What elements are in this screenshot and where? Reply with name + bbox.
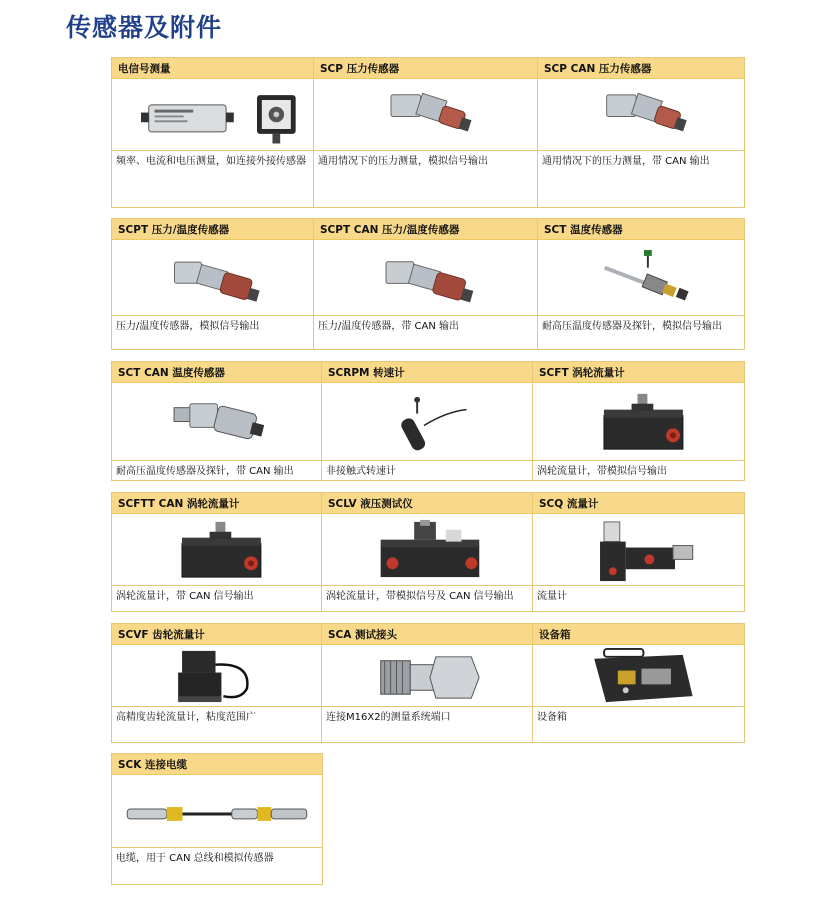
test-coupling-icon: [322, 645, 532, 706]
product-name: SCP CAN 压力传感器: [538, 58, 744, 79]
hydraulic-tester-icon: [322, 514, 532, 585]
pressure-sensor-icon: [314, 79, 537, 150]
product-card: [111, 57, 316, 208]
product-card: [111, 218, 315, 350]
product-image: [112, 79, 315, 151]
product-image: [538, 79, 744, 151]
product-description: 非接触式转速计: [326, 466, 396, 477]
product-image: [314, 240, 537, 316]
product-card: [313, 57, 538, 208]
product-description: 频率、电流和电压测量，如连接外接传感器: [116, 156, 306, 167]
product-card: [532, 361, 745, 481]
product-card: [111, 361, 322, 481]
tachometer-icon: [322, 383, 532, 460]
product-image: [112, 775, 322, 848]
signal-measurement-boxes-icon: [112, 79, 315, 150]
product-image: [112, 240, 314, 316]
product-image: [322, 514, 532, 586]
product-image: [112, 645, 321, 707]
product-description: 流量计: [537, 591, 567, 602]
product-description: 涡轮流量计，带模拟信号输出: [537, 466, 667, 477]
product-card: [111, 623, 322, 743]
product-image: [533, 383, 744, 461]
product-description: 通用情况下的压力测量，模拟信号输出: [318, 156, 488, 167]
product-image: [112, 383, 321, 461]
product-card: [537, 57, 745, 208]
product-image: [533, 514, 744, 586]
product-name: SCFTT CAN 涡轮流量计: [112, 493, 321, 514]
product-card: [321, 623, 533, 743]
equipment-case-icon: [533, 645, 744, 706]
product-name: SCFT 涡轮流量计: [533, 362, 744, 383]
flowmeter-icon: [533, 514, 744, 585]
pressure-sensor-icon: [538, 79, 744, 150]
product-name: SCA 测试接头: [322, 624, 532, 645]
product-name: SCP 压力传感器: [314, 58, 537, 79]
product-card: [321, 492, 533, 612]
page-title: 传感器及附件: [66, 13, 223, 42]
product-name: 电信号测量: [112, 58, 315, 79]
temperature-probe-icon: [538, 240, 744, 315]
temperature-sensor-icon: [112, 383, 321, 460]
product-description: 涡轮流量计，带 CAN 信号输出: [116, 591, 254, 602]
product-name: 设备箱: [533, 624, 744, 645]
product-name: SCRPM 转速计: [322, 362, 532, 383]
product-card: [537, 218, 745, 350]
product-image: [322, 645, 532, 707]
turbine-flowmeter-icon: [112, 514, 321, 585]
product-name: SCLV 液压测试仪: [322, 493, 532, 514]
connection-cable-icon: [112, 775, 322, 847]
product-description: 压力/温度传感器，模拟信号输出: [116, 321, 260, 332]
product-card: [313, 218, 538, 350]
product-card: [111, 753, 323, 885]
product-description: 设备箱: [537, 712, 567, 723]
product-name: SCPT 压力/温度传感器: [112, 219, 314, 240]
product-name: SCT 温度传感器: [538, 219, 744, 240]
product-name: SCVF 齿轮流量计: [112, 624, 321, 645]
product-description: 电缆，用于 CAN 总线和模拟传感器: [116, 853, 274, 864]
product-description: 涡轮流量计，带模拟信号及 CAN 信号输出: [326, 591, 514, 602]
product-name: SCQ 流量计: [533, 493, 744, 514]
gear-flowmeter-icon: [112, 645, 321, 706]
product-image: [533, 645, 744, 707]
product-card: [111, 492, 322, 612]
pressure-temperature-sensor-icon: [314, 240, 537, 315]
product-image: [112, 514, 321, 586]
pressure-temperature-sensor-icon: [112, 240, 314, 315]
product-description: 高精度齿轮流量计，粘度范围广: [116, 712, 256, 723]
product-description: 连接M16X2的测量系统端口: [326, 712, 451, 723]
product-card: [532, 623, 745, 743]
product-card: [532, 492, 745, 612]
product-name: SCT CAN 温度传感器: [112, 362, 321, 383]
product-description: 耐高压温度传感器及探针，模拟信号输出: [542, 321, 722, 332]
product-card: [321, 361, 533, 481]
product-image: [538, 240, 744, 316]
product-name: SCPT CAN 压力/温度传感器: [314, 219, 537, 240]
product-description: 压力/温度传感器，带 CAN 输出: [318, 321, 460, 332]
product-description: 通用情况下的压力测量，带 CAN 输出: [542, 156, 710, 167]
turbine-flowmeter-icon: [533, 383, 744, 460]
product-image: [314, 79, 537, 151]
product-name: SCK 连接电缆: [112, 754, 322, 775]
product-description: 耐高压温度传感器及探针，带 CAN 输出: [116, 466, 294, 477]
product-image: [322, 383, 532, 461]
